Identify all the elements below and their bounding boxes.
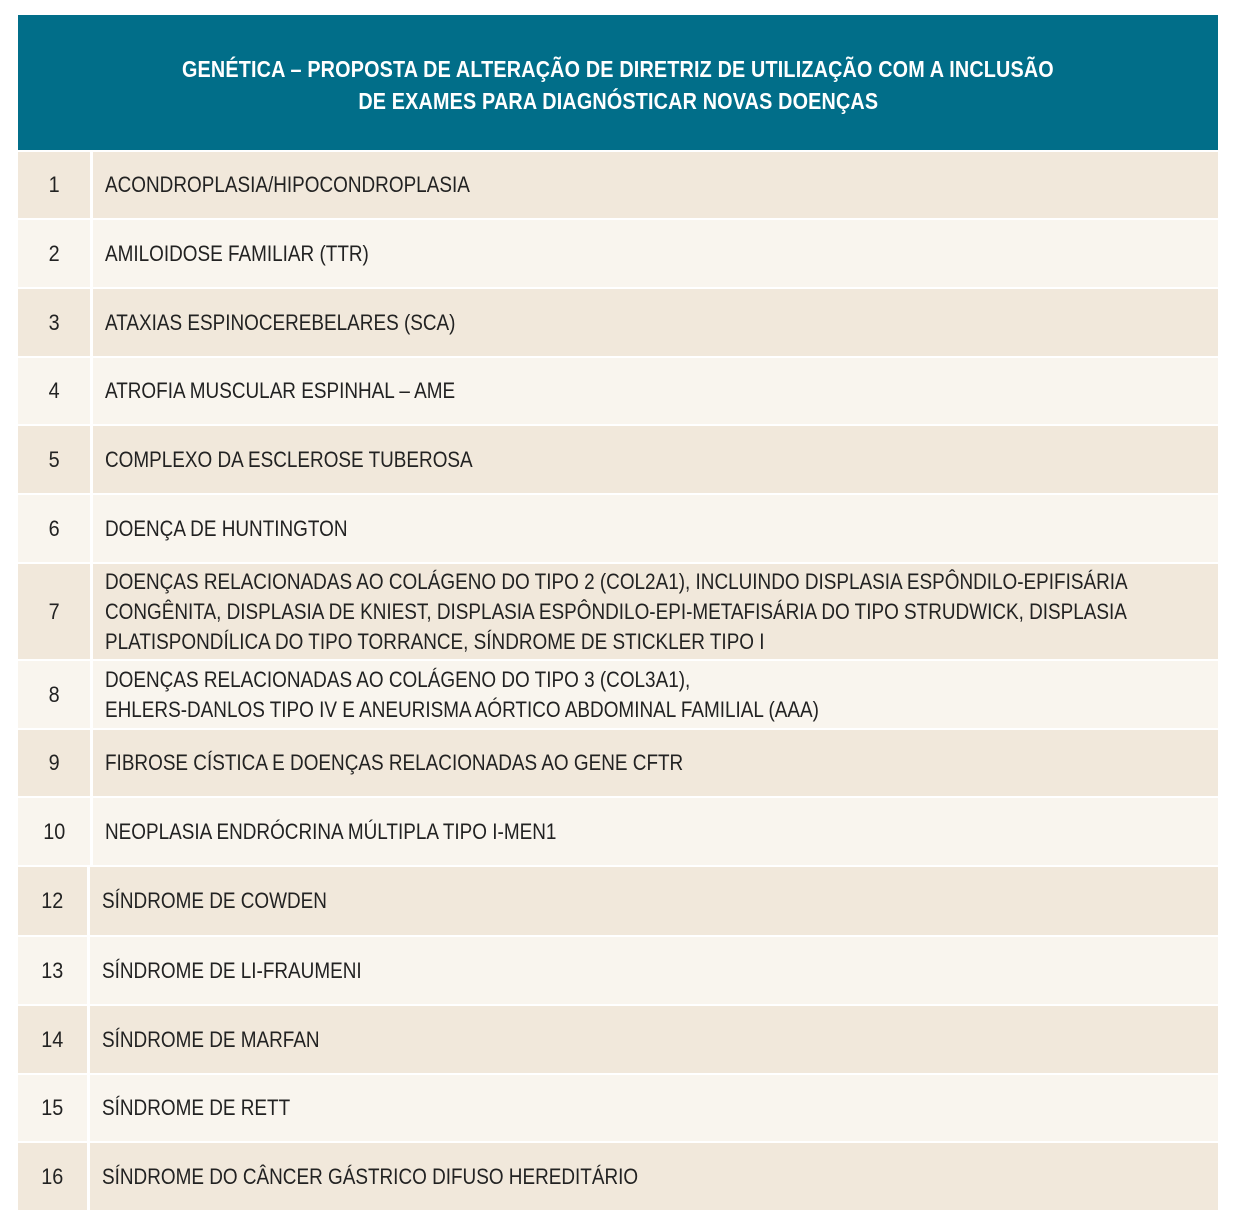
table-row — [18, 218, 1218, 287]
row-description — [93, 289, 1218, 356]
table-row — [18, 356, 1218, 424]
row-description — [93, 426, 1218, 493]
row-description — [93, 220, 1218, 287]
row-number-text: 6 — [48, 515, 60, 541]
row-description-line: ACONDROPLASIA/HIPOCONDROPLASIA — [105, 172, 470, 197]
row-number — [18, 289, 93, 356]
row-number — [18, 495, 93, 562]
header-title-line-2: DE EXAMES PARA DIAGNÓSTICAR NOVAS DOENÇAS — [358, 87, 878, 114]
row-description-line: SÍNDROME DE MARFAN — [102, 1026, 320, 1052]
row-description — [93, 798, 1218, 865]
table-row — [18, 424, 1218, 493]
row-description-line: NEOPLASIA ENDRÓCRINA MÚLTIPLA TIPO I-MEN1 — [105, 818, 557, 844]
row-number-text: 2 — [48, 240, 60, 266]
table-row — [18, 796, 1218, 865]
row-number — [18, 730, 93, 796]
row-number-text: 9 — [48, 750, 60, 775]
table-row — [18, 1073, 1218, 1141]
row-number-text: 14 — [41, 1026, 64, 1052]
row-description-line: EHLERS-DANLOS TIPO IV E ANEURISMA AÓRTICO ABDOMINAL FAMILIAL (AAA) — [105, 696, 819, 722]
row-number — [18, 1006, 90, 1073]
row-number — [18, 220, 93, 287]
row-number-text: 12 — [41, 888, 64, 913]
row-number — [18, 564, 93, 659]
table-header — [18, 15, 1218, 150]
row-number-text: 15 — [41, 1095, 64, 1120]
row-description — [90, 937, 1218, 1004]
table-row — [18, 728, 1218, 796]
row-number-text: 4 — [48, 378, 60, 403]
row-description — [93, 495, 1218, 562]
table-row — [18, 865, 1218, 935]
table-row — [18, 562, 1218, 659]
row-number-text: 10 — [42, 818, 66, 844]
row-number — [18, 1143, 90, 1210]
row-number — [18, 937, 90, 1004]
row-number-text: 8 — [48, 681, 60, 707]
row-description — [90, 1143, 1218, 1210]
row-description-line: PLATISPONDÍLICA DO TIPO TORRANCE, SÍNDROME DE STICKLER TIPO I — [105, 628, 765, 654]
row-description-line: AMILOIDOSE FAMILIAR (TTR) — [105, 240, 369, 266]
row-number — [18, 798, 93, 865]
table-row — [18, 287, 1218, 356]
row-description-line: SÍNDROME DE COWDEN — [102, 888, 327, 913]
row-description — [90, 1006, 1218, 1073]
row-description-line: CONGÊNITA, DISPLASIA DE KNIEST, DISPLASIA ESPÔNDILO-EPI-METAFISÁRIA DO TIPO STRUDWICK, DISPLASIA — [105, 598, 1127, 624]
table-body — [18, 150, 1218, 1210]
row-description — [93, 358, 1218, 424]
row-number-text: 7 — [48, 598, 60, 624]
row-description — [93, 661, 1218, 728]
table-row — [18, 1004, 1218, 1073]
row-description-line: FIBROSE CÍSTICA E DOENÇAS RELACIONADAS AO GENE CFTR — [105, 750, 684, 775]
table-row — [18, 659, 1218, 728]
row-description — [93, 730, 1218, 796]
table-row — [18, 150, 1218, 218]
row-number-text: 16 — [41, 1163, 64, 1189]
row-description-line: SÍNDROME DO CÂNCER GÁSTRICO DIFUSO HEREDITÁRIO — [102, 1163, 639, 1189]
row-number-text: 13 — [41, 957, 64, 983]
row-number — [18, 152, 93, 218]
row-number — [18, 867, 90, 935]
row-number — [18, 661, 93, 728]
row-description-line: COMPLEXO DA ESCLEROSE TUBEROSA — [105, 446, 473, 472]
row-number — [18, 358, 93, 424]
genetics-table — [18, 15, 1218, 1210]
row-description — [93, 152, 1218, 218]
row-description-line: ATAXIAS ESPINOCEREBELARES (SCA) — [105, 309, 456, 335]
row-description — [90, 1075, 1218, 1141]
row-number-text: 3 — [48, 309, 60, 335]
row-description-line: ATROFIA MUSCULAR ESPINHAL – AME — [105, 378, 456, 403]
row-description-line: SÍNDROME DE LI-FRAUMENI — [102, 957, 362, 983]
row-number-text: 5 — [48, 446, 60, 472]
table-row — [18, 493, 1218, 562]
row-description-line: SÍNDROME DE RETT — [102, 1095, 291, 1120]
header-title-line-1: GENÉTICA – PROPOSTA DE ALTERAÇÃO DE DIRETRIZ DE UTILIZAÇÃO COM A INCLUSÃO — [182, 55, 1054, 82]
table-row — [18, 935, 1218, 1004]
table-row — [18, 1141, 1218, 1210]
row-number-text: 1 — [48, 172, 60, 197]
row-description — [93, 564, 1234, 659]
row-description-line: DOENÇAS RELACIONADAS AO COLÁGENO DO TIPO 3 (COL3A1), — [105, 666, 691, 692]
row-description-line: DOENÇAS RELACIONADAS AO COLÁGENO DO TIPO 2 (COL2A1), INCLUINDO DISPLASIA ESPÔNDILO-EPIFISÁRIA — [105, 568, 1128, 594]
row-description-line: DOENÇA DE HUNTINGTON — [105, 515, 348, 541]
row-number — [18, 1075, 90, 1141]
row-number — [18, 426, 93, 493]
row-description — [90, 867, 1218, 935]
